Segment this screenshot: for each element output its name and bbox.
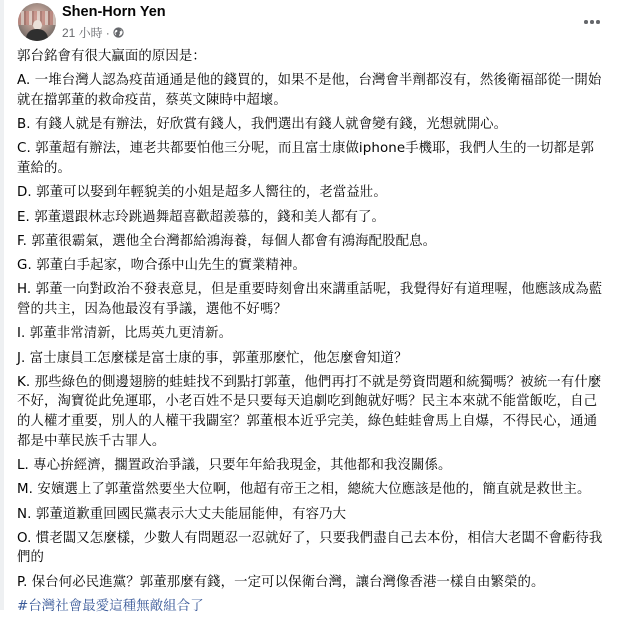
more-options-icon-dot xyxy=(596,20,600,24)
more-options-icon-dot xyxy=(584,20,588,24)
post-paragraph-m: M. 安嬪選上了郭董當然要坐大位啊，他超有帝王之相，總統大位應該是他的，簡直就是救世主。 xyxy=(17,482,591,498)
post-timestamp-link[interactable]: 21 小時 xyxy=(62,26,103,40)
author-name-link[interactable]: Shen-Horn Yen xyxy=(62,4,166,20)
avatar-person-body xyxy=(26,29,48,41)
author-avatar[interactable] xyxy=(18,3,56,41)
facebook-post xyxy=(4,0,617,614)
more-options-icon-dot xyxy=(590,20,594,24)
post-header xyxy=(4,0,617,46)
post-intro: 郭台銘會有很大贏面的原因是： xyxy=(17,49,206,64)
post-paragraph-o: O. 慣老闆又怎麼樣，少數人有問題忍一忍就好了，只要我們盡自己去本份，相信大老闆不會虧待我們的 xyxy=(17,530,603,566)
post-paragraph-l: L. 專心拚經濟，擱置政治爭議，只要年年給我現金，其他都和我沒關係。 xyxy=(17,457,452,473)
post-paragraph-a: A. 一堆台灣人認為疫苗通通是他的錢買的，如果不是他，台灣會半劑都沒有，然後衛福部從一開始就在擋郭董的救命疫苗，蔡英文陳時中超壞。 xyxy=(17,73,602,108)
post-paragraph-f: F. 郭董很霸氣，選他全台灣都給鴻海養，每個人都會有鴻海配股配息。 xyxy=(17,233,437,249)
post-paragraph-i: I. 郭董非常清新，比馬英九更清新。 xyxy=(17,326,233,342)
post-body xyxy=(17,47,607,621)
post-paragraph-e: E. 郭董還跟林志玲跳過舞超喜歡超羨慕的，錢和美人都有了。 xyxy=(17,209,386,225)
post-paragraph-d: D. 郭董可以娶到年輕貌美的小姐是超多人嚮往的，老當益壯。 xyxy=(17,185,387,201)
post-paragraph-p: P. 保台何必民進黨？郭董那麼有錢，一定可以保衛台灣，讓台灣像香港一樣自由繁榮的。 xyxy=(17,574,545,590)
post-paragraph-c: C. 郭董超有辦法，連老共都要怕他三分呢，而且富士康做iphone手機耶，我們人生的一切都是郭董給的。 xyxy=(17,141,595,177)
hashtag-link[interactable]: #台灣社會最愛這種無敵組合了 xyxy=(17,598,204,614)
post-paragraph-n: N. 郭董道歉重回國民黨表示大丈夫能屈能伸，有容乃大 xyxy=(17,506,347,522)
post-paragraph-h: H. 郭董一向對政治不發表意見，但是重要時刻會出來講重話呢，我覺得好有道理喔，他應該成為藍營的共主，因為他最沒有爭議，選他不好嗎？ xyxy=(17,282,603,318)
meta-separator: · xyxy=(105,25,110,40)
more-options-button[interactable] xyxy=(579,12,605,32)
post-paragraph-g: G. 郭董白手起家，吻合孫中山先生的實業精神。 xyxy=(17,258,307,274)
post-paragraph-k: K. 那些綠色的側邊翅膀的蛙蛙找不到點打郭董，他們再打不就是勞資問題和統獨嗎？被統一有什麼不好，淘寶從此免運耶，小老百姓不是只要每天追劇吃到飽就好嗎？民主本來就不能當飯吃，自己的人權才重要，別人的人權干我闢室？郭董根本近乎完美，綠色蛙蛙會馬上自爆，不得民心，通通都是中華民族千古罪人。 xyxy=(17,374,602,449)
post-meta xyxy=(62,24,124,41)
post-paragraph-j: J. 富士康員工怎麼樣是富士康的事，郭董那麼忙，他怎麼會知道？ xyxy=(17,350,408,366)
globe-icon[interactable] xyxy=(113,27,124,38)
post-paragraph-b: B. 有錢人就是有辦法，好欣賞有錢人，我們選出有錢人就會變有錢，光想就開心。 xyxy=(17,117,508,133)
